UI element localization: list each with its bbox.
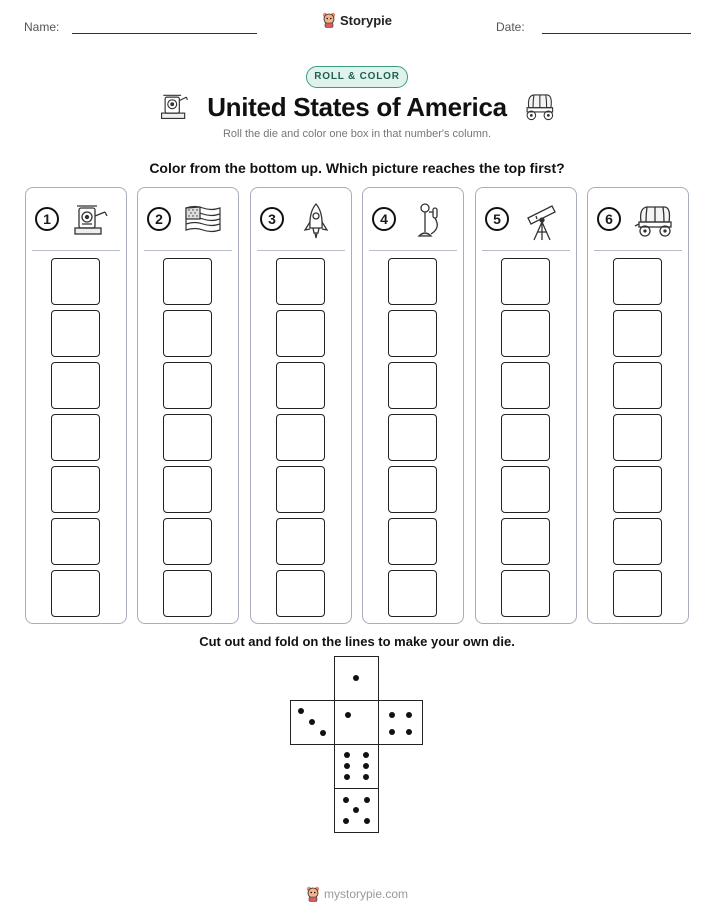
color-box[interactable] xyxy=(51,310,100,357)
color-box[interactable] xyxy=(276,518,325,565)
color-box[interactable] xyxy=(276,570,325,617)
color-box[interactable] xyxy=(501,310,550,357)
die-pip xyxy=(344,752,350,758)
rocket-icon xyxy=(301,202,331,240)
die-pip xyxy=(364,818,370,824)
die-face-1 xyxy=(334,656,379,701)
color-box[interactable] xyxy=(388,518,437,565)
color-box[interactable] xyxy=(613,310,662,357)
column-divider xyxy=(369,250,457,251)
subtitle: Roll the die and color one box in that number's column. xyxy=(222,128,492,140)
die-face-3 xyxy=(290,700,335,745)
column-1 xyxy=(25,187,127,624)
printing-press-icon xyxy=(71,202,111,236)
candlestick-telephone-icon xyxy=(411,202,445,242)
color-box[interactable] xyxy=(51,466,100,513)
color-box[interactable] xyxy=(388,258,437,305)
brand-name: Storypie xyxy=(339,12,392,28)
covered-wagon-icon xyxy=(522,90,556,122)
color-box[interactable] xyxy=(613,466,662,513)
color-box[interactable] xyxy=(501,518,550,565)
color-box[interactable] xyxy=(51,414,100,461)
die-pip xyxy=(345,712,351,718)
color-box[interactable] xyxy=(163,518,212,565)
column-number: 1 xyxy=(35,207,59,231)
column-number: 2 xyxy=(147,207,171,231)
die-pip xyxy=(406,712,412,718)
color-box[interactable] xyxy=(51,258,100,305)
name-label: Name: xyxy=(24,20,60,34)
telescope-icon xyxy=(524,202,560,242)
brand-logo xyxy=(0,12,714,28)
column-header xyxy=(26,188,126,250)
die-pip xyxy=(343,818,349,824)
color-box[interactable] xyxy=(51,362,100,409)
color-box[interactable] xyxy=(276,414,325,461)
column-number: 6 xyxy=(597,207,621,231)
storypie-mascot-icon xyxy=(306,886,320,902)
color-box[interactable] xyxy=(276,310,325,357)
color-box[interactable] xyxy=(501,466,550,513)
color-box[interactable] xyxy=(388,362,437,409)
die-pip xyxy=(389,712,395,718)
die-pip xyxy=(406,729,412,735)
name-line[interactable] xyxy=(72,33,257,34)
die-pip xyxy=(309,719,315,725)
color-box[interactable] xyxy=(388,570,437,617)
color-box[interactable] xyxy=(163,414,212,461)
color-box[interactable] xyxy=(276,466,325,513)
column-4 xyxy=(362,187,464,624)
covered-wagon-icon xyxy=(633,202,675,238)
color-box[interactable] xyxy=(388,466,437,513)
column-header xyxy=(138,188,238,250)
color-box[interactable] xyxy=(388,414,437,461)
column-number: 5 xyxy=(485,207,509,231)
footer-url[interactable]: mystorypie.com xyxy=(323,887,409,901)
roll-color-badge: ROLL & COLOR xyxy=(306,66,408,88)
footer xyxy=(0,886,714,902)
color-box[interactable] xyxy=(613,362,662,409)
color-box[interactable] xyxy=(613,518,662,565)
die-pip xyxy=(344,774,350,780)
die-pip xyxy=(363,752,369,758)
color-box[interactable] xyxy=(501,362,550,409)
column-header xyxy=(476,188,576,250)
column-header xyxy=(251,188,351,250)
column-6 xyxy=(587,187,689,624)
column-2 xyxy=(137,187,239,624)
color-box[interactable] xyxy=(388,310,437,357)
color-box[interactable] xyxy=(163,362,212,409)
die-pip xyxy=(344,763,350,769)
die-pip xyxy=(353,675,359,681)
die-pip xyxy=(389,729,395,735)
die-pip xyxy=(363,763,369,769)
column-header xyxy=(363,188,463,250)
storypie-mascot-icon xyxy=(322,12,336,28)
color-box[interactable] xyxy=(501,414,550,461)
die-pip xyxy=(298,708,304,714)
column-header xyxy=(588,188,688,250)
column-number: 3 xyxy=(260,207,284,231)
date-line[interactable] xyxy=(542,33,691,34)
title-row xyxy=(0,88,714,128)
die-face-4 xyxy=(378,700,423,745)
column-divider xyxy=(482,250,570,251)
color-box[interactable] xyxy=(276,258,325,305)
color-box[interactable] xyxy=(501,258,550,305)
color-box[interactable] xyxy=(163,258,212,305)
die-face-6 xyxy=(334,744,379,789)
die-pip xyxy=(343,797,349,803)
color-box[interactable] xyxy=(276,362,325,409)
instruction: Color from the bottom up. Which picture reaches the top first? xyxy=(149,160,565,176)
cut-instruction: Cut out and fold on the lines to make your own die. xyxy=(199,634,515,649)
die-face-5 xyxy=(334,788,379,833)
column-divider xyxy=(144,250,232,251)
color-box[interactable] xyxy=(51,518,100,565)
color-box[interactable] xyxy=(163,466,212,513)
column-divider xyxy=(594,250,682,251)
color-box[interactable] xyxy=(613,570,662,617)
column-5 xyxy=(475,187,577,624)
color-box[interactable] xyxy=(163,570,212,617)
color-box[interactable] xyxy=(613,414,662,461)
color-box[interactable] xyxy=(51,570,100,617)
die-face-center xyxy=(334,700,379,745)
page-title: United States of America xyxy=(207,92,507,122)
column-divider xyxy=(257,250,345,251)
column-divider xyxy=(32,250,120,251)
die-pip xyxy=(364,797,370,803)
column-3 xyxy=(250,187,352,624)
color-box[interactable] xyxy=(501,570,550,617)
date-label: Date: xyxy=(496,20,525,34)
color-box[interactable] xyxy=(613,258,662,305)
die-pip xyxy=(363,774,369,780)
column-number: 4 xyxy=(372,207,396,231)
die-pip xyxy=(353,807,359,813)
american-flag-icon xyxy=(183,202,223,236)
die-pip xyxy=(320,730,326,736)
color-box[interactable] xyxy=(163,310,212,357)
